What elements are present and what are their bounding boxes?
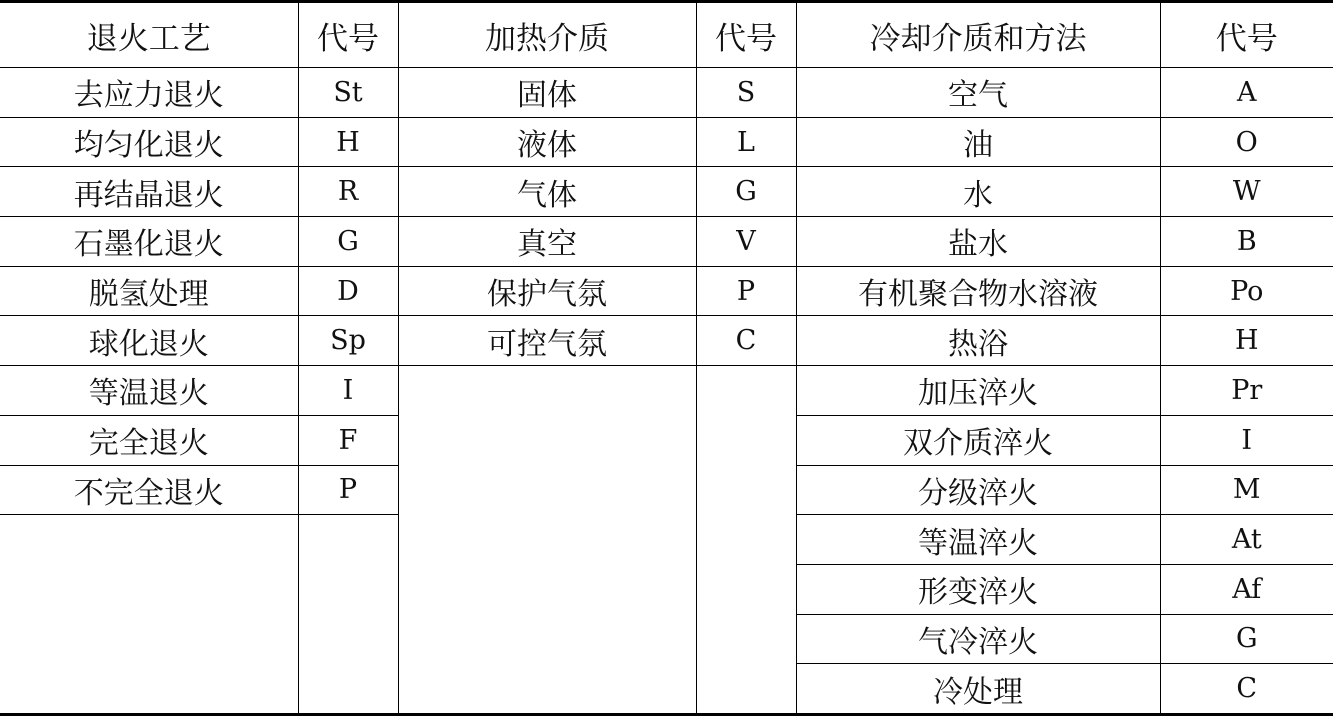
table-row <box>0 217 1333 267</box>
cooling-code: H <box>1160 316 1333 366</box>
annealing-name: 再结晶退火 <box>0 167 298 217</box>
table-row <box>0 167 1333 217</box>
heating-medium-name: 可控气氛 <box>398 316 696 366</box>
cooling-name: 等温淬火 <box>796 515 1160 565</box>
cooling-code: M <box>1160 465 1333 515</box>
annealing-code: Sp <box>298 316 398 366</box>
cooling-code: G <box>1160 614 1333 664</box>
annealing-name: 不完全退火 <box>0 465 298 515</box>
annealing-name: 完全退火 <box>0 415 298 465</box>
cooling-code: C <box>1160 664 1333 715</box>
header-row <box>0 2 1333 68</box>
cooling-name: 形变淬火 <box>796 564 1160 614</box>
cooling-code: O <box>1160 117 1333 167</box>
annealing-name: 球化退火 <box>0 316 298 366</box>
cooling-name: 双介质淬火 <box>796 415 1160 465</box>
cooling-name: 冷处理 <box>796 664 1160 715</box>
annealing-code: R <box>298 167 398 217</box>
cooling-name: 热浴 <box>796 316 1160 366</box>
cooling-code: I <box>1160 415 1333 465</box>
cooling-name: 油 <box>796 117 1160 167</box>
annealing-name: 均匀化退火 <box>0 117 298 167</box>
cooling-code: Af <box>1160 564 1333 614</box>
annealing-name: 去应力退火 <box>0 68 298 118</box>
cooling-code: Po <box>1160 266 1333 316</box>
empty-cell <box>298 515 398 715</box>
annealing-code: F <box>298 415 398 465</box>
cooling-code: Pr <box>1160 366 1333 416</box>
table-row <box>0 266 1333 316</box>
header-annealing-code: 代号 <box>298 2 398 68</box>
annealing-name: 脱氢处理 <box>0 266 298 316</box>
annealing-code: I <box>298 366 398 416</box>
table-row <box>0 366 1333 416</box>
table-row <box>0 316 1333 366</box>
empty-cell <box>398 366 696 715</box>
annealing-code: G <box>298 217 398 267</box>
annealing-code: St <box>298 68 398 118</box>
empty-cell <box>696 366 796 715</box>
cooling-name: 水 <box>796 167 1160 217</box>
heating-medium-name: 保护气氛 <box>398 266 696 316</box>
heating-medium-code: G <box>696 167 796 217</box>
table-row <box>0 117 1333 167</box>
cooling-name: 空气 <box>796 68 1160 118</box>
cooling-name: 有机聚合物水溶液 <box>796 266 1160 316</box>
annealing-name: 等温退火 <box>0 366 298 416</box>
heating-medium-name: 液体 <box>398 117 696 167</box>
header-heating-medium: 加热介质 <box>398 2 696 68</box>
heating-medium-code: P <box>696 266 796 316</box>
heating-medium-name: 真空 <box>398 217 696 267</box>
annealing-code: P <box>298 465 398 515</box>
cooling-code: A <box>1160 68 1333 118</box>
annealing-code: D <box>298 266 398 316</box>
heating-medium-code: S <box>696 68 796 118</box>
annealing-name: 石墨化退火 <box>0 217 298 267</box>
heating-medium-name: 气体 <box>398 167 696 217</box>
cooling-code: At <box>1160 515 1333 565</box>
heating-medium-code: V <box>696 217 796 267</box>
cooling-code: W <box>1160 167 1333 217</box>
heating-medium-name: 固体 <box>398 68 696 118</box>
cooling-code: B <box>1160 217 1333 267</box>
cooling-name: 加压淬火 <box>796 366 1160 416</box>
header-annealing-process: 退火工艺 <box>0 2 298 68</box>
heating-medium-code: L <box>696 117 796 167</box>
header-cooling-method: 冷却介质和方法 <box>796 2 1160 68</box>
header-cooling-code: 代号 <box>1160 2 1333 68</box>
table-row <box>0 68 1333 118</box>
cooling-name: 气冷淬火 <box>796 614 1160 664</box>
heating-medium-code: C <box>696 316 796 366</box>
cooling-name: 分级淬火 <box>796 465 1160 515</box>
cooling-name: 盐水 <box>796 217 1160 267</box>
header-heating-code: 代号 <box>696 2 796 68</box>
empty-cell <box>0 515 298 715</box>
annealing-code: H <box>298 117 398 167</box>
